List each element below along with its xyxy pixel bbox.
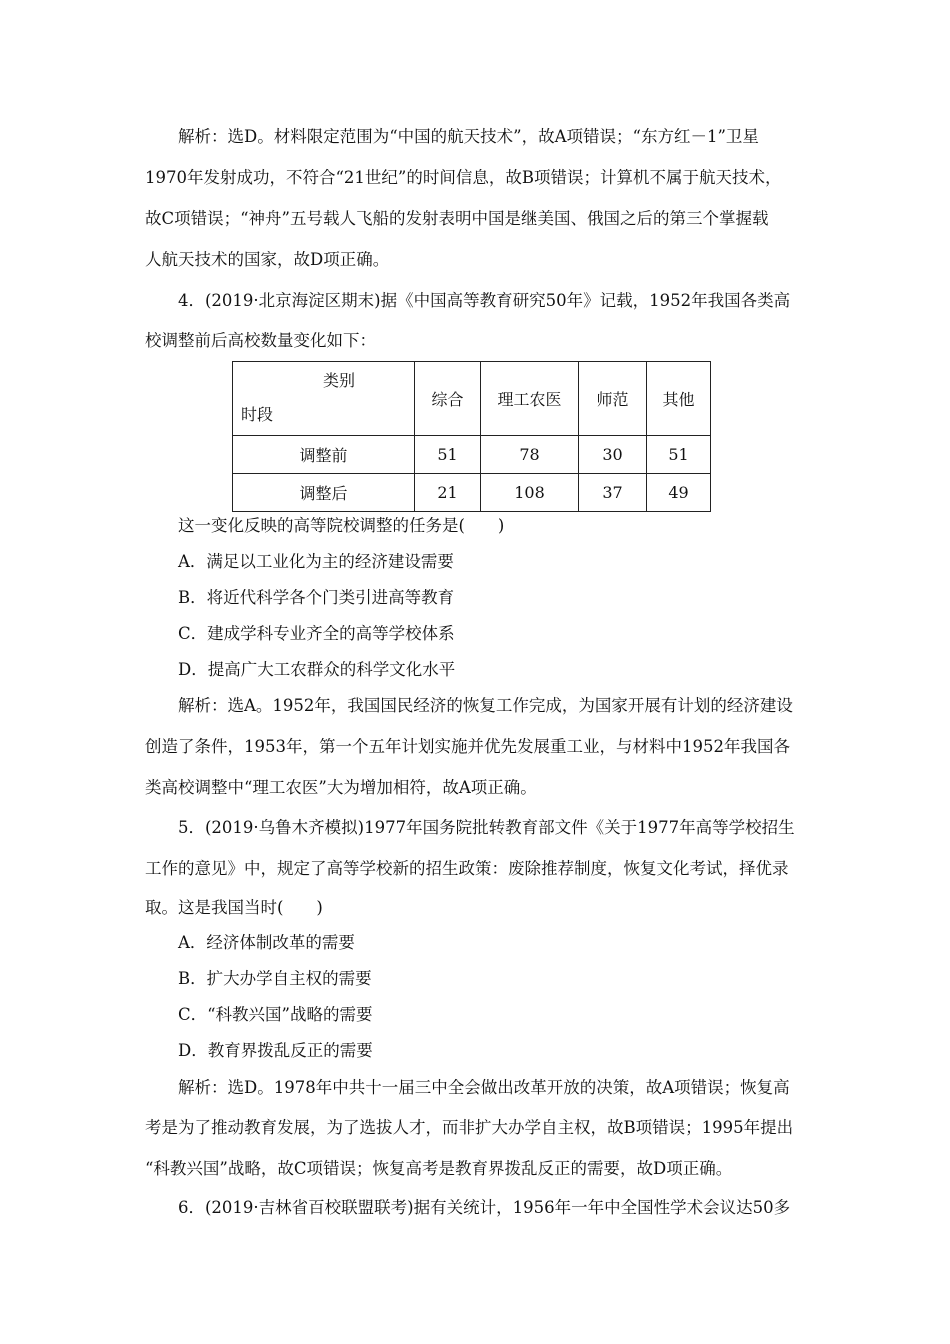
header-cell: 理工农医 [481,362,579,436]
q3-analysis-line-2: 1970年发射成功，不符合“21世纪”的时间信息，故B项错误；计算机不属于航天技术， [145,168,782,187]
row-label: 调整前 [233,436,415,474]
q3-analysis-line-3: 故C项错误；“神舟”五号载人飞船的发射表明中国是继美国、俄国之后的第三个掌握载 [145,209,769,228]
q4-analysis-line-1: 解析：选A。1952年，我国国民经济的恢复工作完成，为国家开展有计划的经济建设 [178,696,793,715]
q5-option-b: B．扩大办学自主权的需要 [178,969,372,988]
table-cell: 78 [481,436,579,474]
table-cell: 37 [579,474,647,512]
q4-stem-line-2: 校调整前后高校数量变化如下： [145,331,376,350]
college-count-table [232,361,711,512]
q4-option-d: D．提高广大工农群众的科学文化水平 [178,660,456,679]
q4-option-a: A．满足以工业化为主的经济建设需要 [178,552,454,571]
q5-analysis-line-1: 解析：选D。1978年中共十一届三中全会做出改革开放的决策，故A项错误；恢复高 [178,1078,790,1097]
q4-analysis-line-3: 类高校调整中“理工农医”大为增加相符，故A项正确。 [145,778,537,797]
q6-stem-line-1: 6．(2019·吉林省百校联盟联考)据有关统计，1956年一年中全国性学术会议达50多 [178,1198,791,1217]
q5-analysis-line-3: “科教兴国”战略，故C项错误；恢复高考是教育界拨乱反正的需要，故D项正确。 [145,1159,733,1178]
table-corner-cell [233,362,415,436]
corner-category-label: 类别 [323,371,356,390]
header-cell: 综合 [415,362,481,436]
q4-analysis-line-2: 创造了条件，1953年，第一个五年计划实施并优先发展重工业，与材料中1952年我国各 [145,737,790,756]
header-cell: 其他 [647,362,711,436]
header-cell: 师范 [579,362,647,436]
table-cell: 21 [415,474,481,512]
q4-question: 这一变化反映的高等院校调整的任务是( ) [178,516,505,535]
q5-analysis-line-2: 考是为了推动教育发展，为了选拔人才，而非扩大办学自主权，故B项错误；1995年提出 [145,1118,794,1137]
q4-option-b: B．将近代科学各个门类引进高等教育 [178,588,455,607]
q5-option-d: D．教育界拨乱反正的需要 [178,1041,373,1060]
q5-option-c: C．“科教兴国”战略的需要 [178,1005,373,1024]
q5-option-a: A．经济体制改革的需要 [178,933,355,952]
table-cell: 51 [647,436,711,474]
corner-period-label: 时段 [241,405,274,424]
q3-analysis-line-4: 人航天技术的国家，故D项正确。 [145,250,390,269]
table-header-row [233,362,711,436]
table-cell: 51 [415,436,481,474]
table-row [233,474,711,512]
table-cell: 108 [481,474,579,512]
table-cell: 49 [647,474,711,512]
q4-stem-line-1: 4．(2019·北京海淀区期末)据《中国高等教育研究50年》记载，1952年我国各类高 [178,291,791,310]
q5-stem-line-1: 5．(2019·乌鲁木齐模拟)1977年国务院批转教育部文件《关于1977年高等学校招生 [178,818,795,837]
table-row [233,436,711,474]
q3-analysis-line-1: 解析：选D。材料限定范围为“中国的航天技术”，故A项错误；“东方红－1”卫星 [178,127,759,146]
q5-stem-line-3: 取。这是我国当时( ) [145,898,323,917]
q4-option-c: C．建成学科专业齐全的高等学校体系 [178,624,455,643]
q5-stem-line-2: 工作的意见》中，规定了高等学校新的招生政策：废除推荐制度，恢复文化考试，择优录 [145,859,789,878]
row-label: 调整后 [233,474,415,512]
table-cell: 30 [579,436,647,474]
